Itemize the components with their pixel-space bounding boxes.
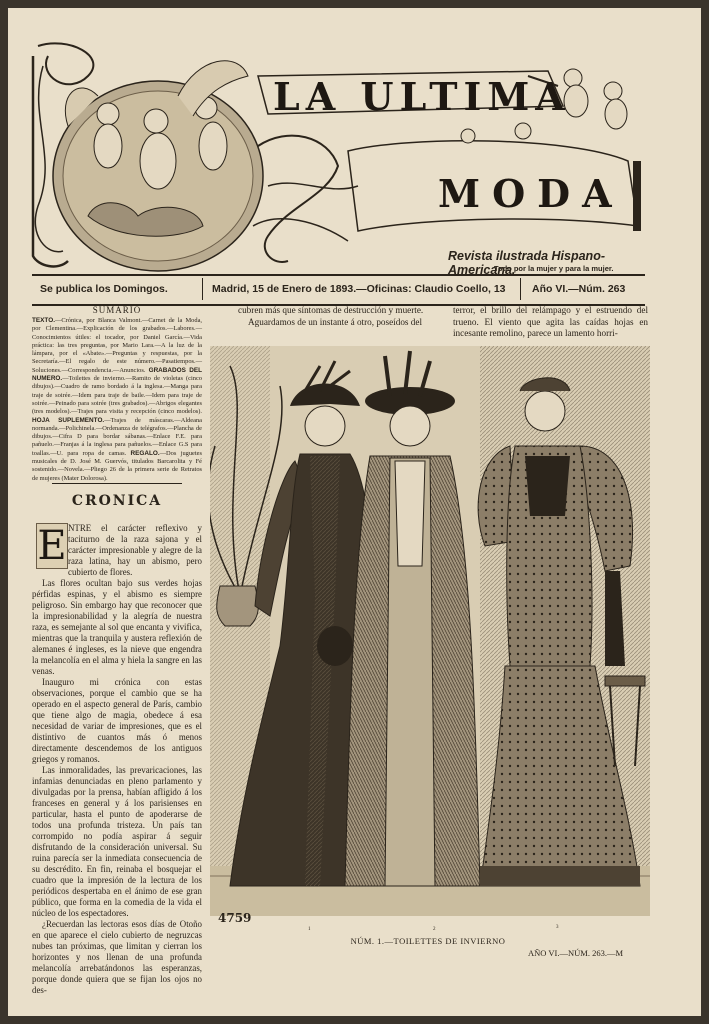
publication-info-bar xyxy=(32,274,645,306)
issue-number: Año VI.—Núm. 263 xyxy=(532,283,626,295)
info-divider xyxy=(202,278,203,300)
body-text-line: Aguardamos de un instante á otro, poseídos del xyxy=(248,316,423,327)
sumario-entry xyxy=(32,367,202,415)
publication-date-address: Madrid, 15 de Enero de 1893.—Oficinas: Claudio Coello, 13 xyxy=(212,283,506,295)
sumario-list xyxy=(32,317,202,483)
cronica-heading: CRONICA xyxy=(71,493,163,509)
plate-number: 4759 xyxy=(218,911,252,925)
cronica-paragraph-text: NTRE el carácter reflexivo y taciturno de la raza sajona y el carácter impresionable y alegre de la raza latina, hay un abismo, pero cubierto de flores. xyxy=(68,523,202,577)
masthead-title-line2: MODA xyxy=(438,171,624,216)
masthead-ornament xyxy=(28,36,643,276)
sumario-entry-text: —Trajes de máscaras.—Aldeana normanda.—Polichinela.—Ordenanza de telégrafos.—Plancha de dibujos.—Cifra D para bordar sábanas.—Enlace F.E. para pañuelo.—Franjas á la inglesa para pañuelos.—Enlace G.S para toallas.—U. para ropa de camas. xyxy=(32,416,202,457)
sumario-entry-text: —Dos juguetes musicales de D. José M. Guervós, titulados Barcarolita y Fé sostenido.—Novela.—Pliego 26 de la primera serie de Retratos de mujeres (Mater Dolorosa). xyxy=(32,449,202,482)
left-column xyxy=(32,303,202,995)
sumario-entry-label: GRABADOS DEL NUMERO. xyxy=(32,366,202,383)
issue-footer: AÑO VI.—NÚM. 263.—M xyxy=(528,948,623,958)
body-text-line: cubren más que síntomas de destrucción y muerte. xyxy=(238,305,424,315)
info-divider xyxy=(520,278,521,300)
figure-number: 1 xyxy=(308,927,311,932)
sumario-heading: SUMARIO xyxy=(92,305,142,315)
illustration-caption: NÚM. 1.—TOILETTES DE INVIERNO xyxy=(350,936,506,946)
winter-toilettes-engraving xyxy=(210,346,650,916)
publication-schedule: Se publica los Domingos. xyxy=(40,283,168,295)
sumario-entry-text: —Toilettes de invierno.—Ramito de violetas (cinco dibujos).—Cuadro de ramo bordado á la inglesa.—Manga para traje de soirée.—Idem para traje de baile.—Idem para traje de soirée.—Peinado para soirée (tres grabados).—Abrigos elegantes (tres modelos).—Trajes para visita y recepción (cinco modelos). xyxy=(32,375,202,416)
figure-number: 3 xyxy=(556,925,559,930)
section-divider xyxy=(52,483,182,484)
body-text-column-3 xyxy=(453,305,648,340)
cronica-paragraph: Las inmoralidades, las prevaricaciones, las infamias denunciadas en pleno parlamento y divulgadas por la prensa, habían afligido á los franceses en general y á los parisienses en particular, hasta el punto de apoderarse de todos una profunda tristeza. Un país tan corrompido no podía aspirar á seguir disfrutando de la consideración universal. Su ruina parecía ser la inmediata consecuencia de su descrédito. En fin, reinaba el bosquejar el cuadro que la impresión de la lectura de los periódicos despertaba en el ánimo de ese gran público, que forma en la comedia de la vida el núcleo de los espectadores. xyxy=(32,765,202,918)
cronica-paragraph: Las flores ocultan bajo sus verdes hojas pérfidas espinas, y el abismo es siempre peligroso. Sin embargo hay que reconocer que la impresionabilidad y la alegría de nuestra raza, es semejante al sol que encanta y vivifica, mientras que la tranquila y austera reflexión de alemanes é ingleses, es la nieve que engendra la melancolía en el alma y hiela la sangre en las venas. xyxy=(32,578,202,676)
cronica-paragraph: Inauguro mi crónica con estas observaciones, porque el cambio que se ha operado en el aspecto general de París, cambio que tiene algo de magia, obedece á esa necesidad de variar de impresiones, que es el distintivo de cuantos más ó menos directamente descendemos de los antiguos griegos y romanos. xyxy=(32,677,202,764)
masthead-subtitle: Revista ilustrada Hispano-Americana. xyxy=(448,249,605,277)
sumario-entry-label: REGALO. xyxy=(130,449,160,457)
body-text-column-2 xyxy=(238,305,440,328)
sumario-entry-label: HOJA SUPLEMENTO. xyxy=(32,416,105,424)
cronica-body xyxy=(32,523,202,996)
fashion-illustration xyxy=(210,346,650,916)
body-text-line: terror, el brillo del relámpago y el estruendo del trueno. El viento que agita las caídas hojas en incesante remolino, parece un lamento horri- xyxy=(453,305,648,338)
cronica-dropcap: E xyxy=(37,523,67,569)
cronica-paragraph xyxy=(32,523,202,578)
masthead-tagline: Todo por la mujer y para la mujer. xyxy=(494,264,614,273)
sumario-entry-label: TEXTO. xyxy=(32,317,55,324)
masthead xyxy=(28,36,643,276)
figure-number: 2 xyxy=(433,927,436,932)
masthead-title-line1: LA ULTIMA xyxy=(273,74,571,119)
magazine-page xyxy=(8,8,701,1016)
sumario-entry-text: —Crónica, por Blanca Valmont.—Carnet de la Moda, por Clementina.—Explicación de los grabados.—Labores.—Conocimientos útiles: el tocador, por Daniel García.—Vida práctica: las tres preguntas, por Mario Lara.—A la luz de la lámpara, por el «Abate».—Preguntas y respuestas, por la Secretaría.—El regalo de este número.—Pasatiempos.—Soluciones.—Correspondencia.—Anuncios. xyxy=(32,317,202,374)
sumario-entry xyxy=(32,317,202,374)
cronica-paragraph: ¿Recuerdan las lectoras esos días de Otoño en que aparece el cielo cubierto de negruzcas nubes tan próximas, que limitan y cierran los horizontes y nos llenan de una profunda melancolía arrebatándonos las esperanzas, porque donde quiera que se fijan los ojos no des- xyxy=(32,919,202,995)
